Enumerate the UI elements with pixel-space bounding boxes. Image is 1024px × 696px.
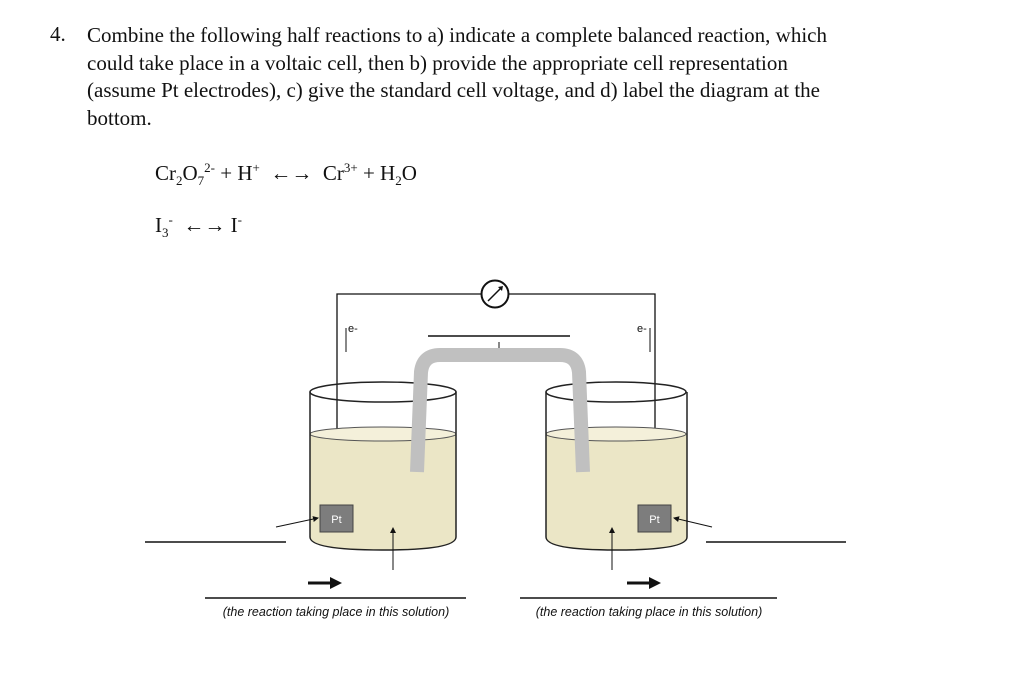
question-line-4: bottom. [87, 105, 152, 130]
left-reaction-arrow-icon [308, 577, 342, 589]
voltmeter-icon [482, 281, 509, 308]
question-line-2: could take place in a voltaic cell, then b) provide the appropriate cell representation [87, 50, 788, 75]
question-number: 4. [50, 22, 66, 46]
right-electrode-label: Pt [649, 514, 660, 526]
left-electrode-label: Pt [331, 514, 342, 526]
right-solution-surface [546, 427, 686, 441]
half-reaction-dichromate: $Cr_2O_7^{2-} + H^+$ ←→ $Cr^{3+} + H_2O$ [155, 160, 417, 189]
right-solution [546, 434, 687, 550]
left-solution-surface [310, 427, 456, 441]
right-caption: (the reaction taking place in this solution) [535, 605, 763, 619]
reaction-arrow: ←→ [270, 161, 313, 185]
right-beaker-rim [546, 382, 686, 402]
left-caption: (the reaction taking place in this solution) [222, 605, 450, 619]
left-solution [310, 434, 456, 550]
half-reaction-iodine: $I_3^-$ ←→ I- [155, 212, 242, 241]
left-beaker-rim [310, 382, 456, 402]
reaction-arrow: ←→ [183, 213, 226, 237]
right-electron-label: e- [637, 323, 647, 335]
question-line-3: (assume Pt electrodes), c) give the standard cell voltage, and d) label the diagram at the [87, 78, 820, 102]
right-reaction-arrow-icon [627, 577, 661, 589]
left-electron-label: e- [348, 323, 358, 335]
question-line-1: Combine the following half reactions to a) indicate a complete balanced reaction, which [87, 23, 827, 47]
